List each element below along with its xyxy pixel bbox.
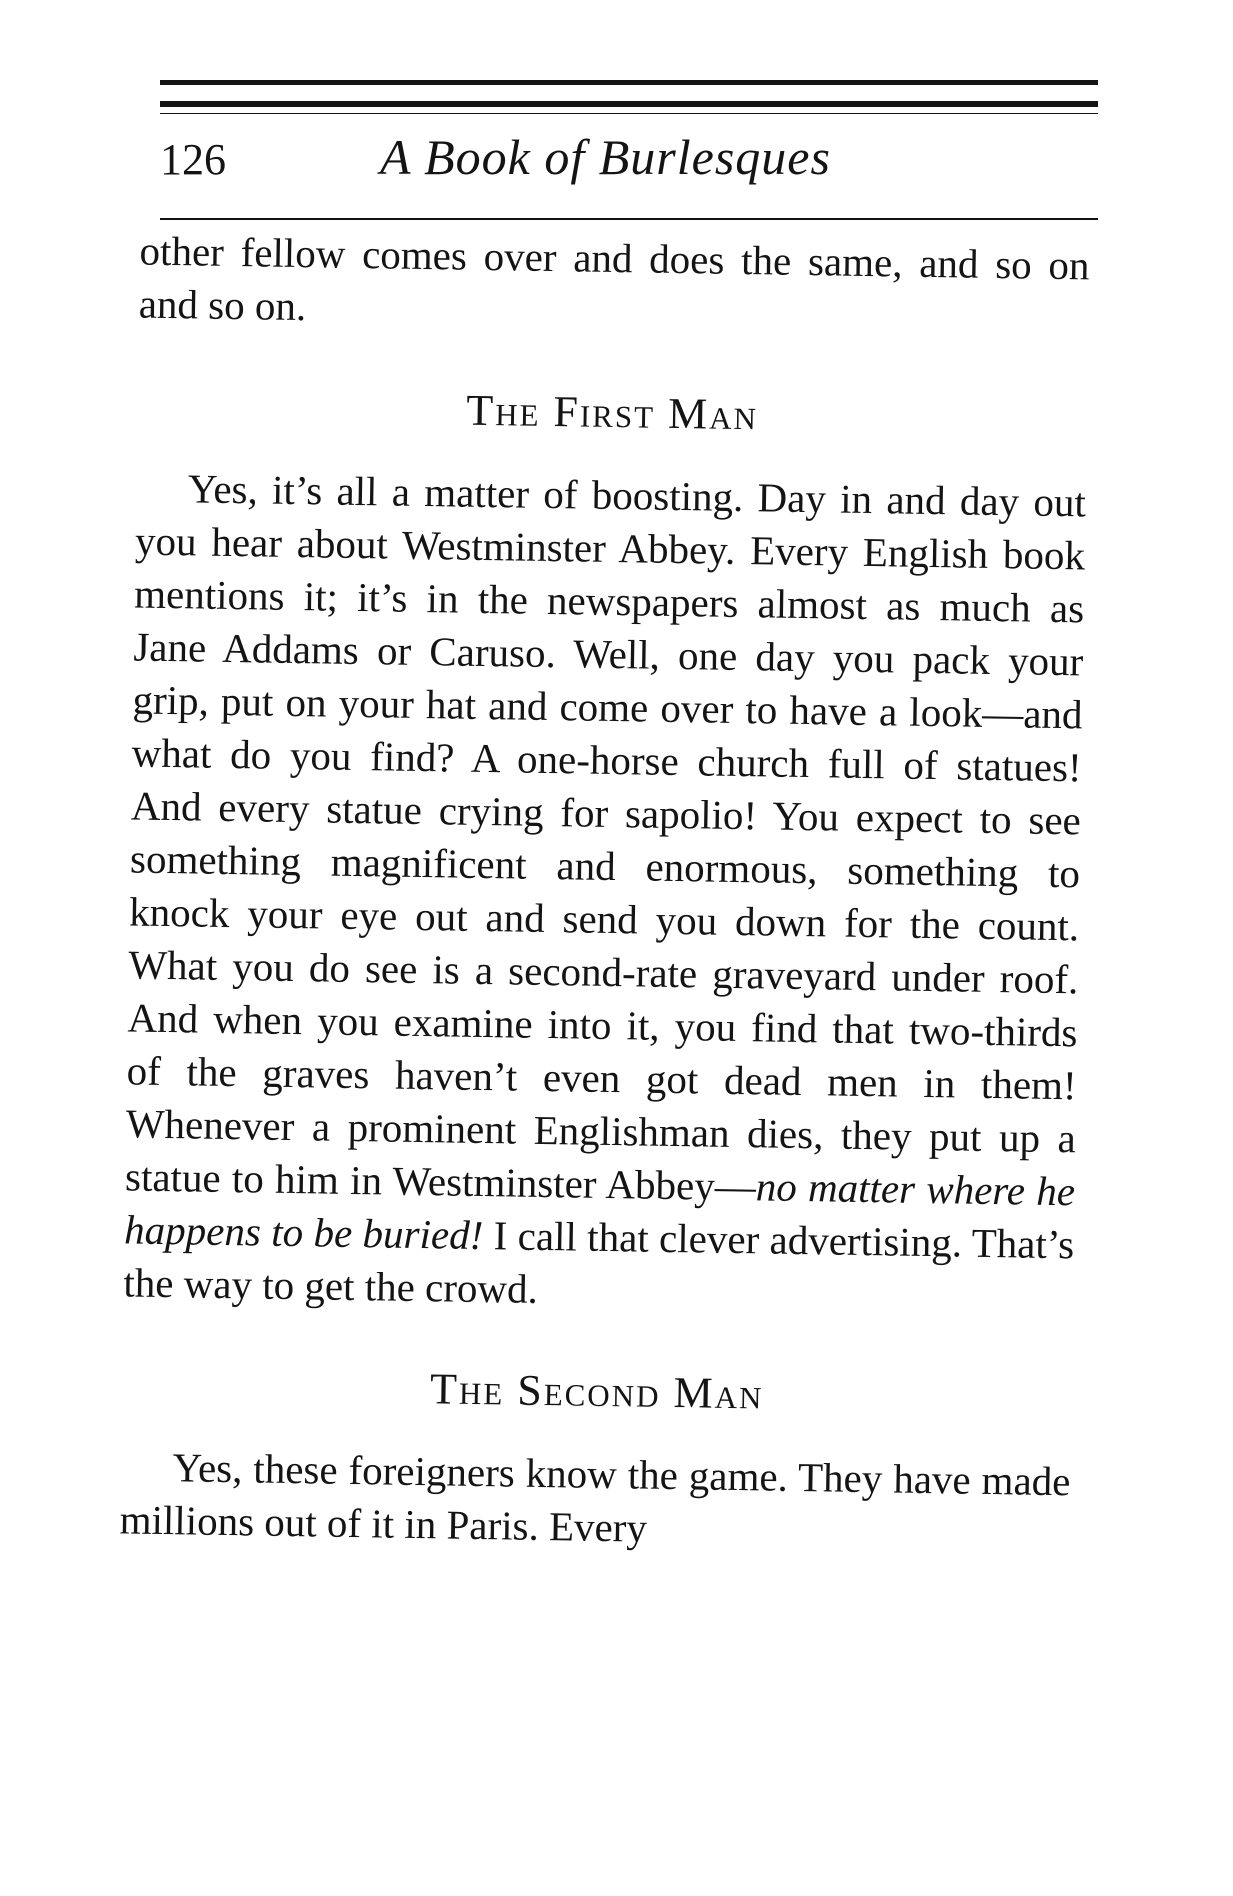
first-man-italic-text: no matter where he happens to be buried! [123,1163,1076,1259]
section-heading-second-man: The Second Man [429,1364,764,1419]
top-rule [160,80,1098,85]
page-header [160,128,1098,198]
second-man-paragraph: Yes, these foreigners know the game. They have made millions out of it in Paris. Every [119,1444,1071,1551]
first-man-paragraph [123,462,1086,1325]
page-number: 126 [160,135,226,184]
top-rule-thick [160,101,1098,107]
header-rule [160,218,1098,220]
running-title: A Book of Burlesques [380,129,831,185]
section-heading-first-man: The First Man [465,385,759,440]
top-rule-thin [160,113,1098,114]
first-man-text: Yes, it’s all a matter of boosting. Day in and day out you hear about Westminster Abbey. Every English book mentions it; it’s in the newspapers almost as much as Jane Addams or Caruso. Well, one day you pack your grip, put on your hat and come over to have a look—and what do you find? A one-horse church full of statues! And every statue crying for sapolio! You expect to see something magnificent and enormous, something to knock your eye out and send you down for the count. What you do see is a second-rate graveyard under roof. And when you examine into it, you find that two-thirds of the graves haven’t even got dead men in them! Whenever a prominent Englishman dies, they put up a statue to him in Westminster Abbey— [124,465,1087,1210]
continuation-paragraph: other fellow comes over and does the same, and so on and so on. [138,227,1090,330]
page-body [119,225,1090,1562]
first-man-text-end: I call that clever advertising. That’s the way to get the crowd. [123,1212,1075,1312]
